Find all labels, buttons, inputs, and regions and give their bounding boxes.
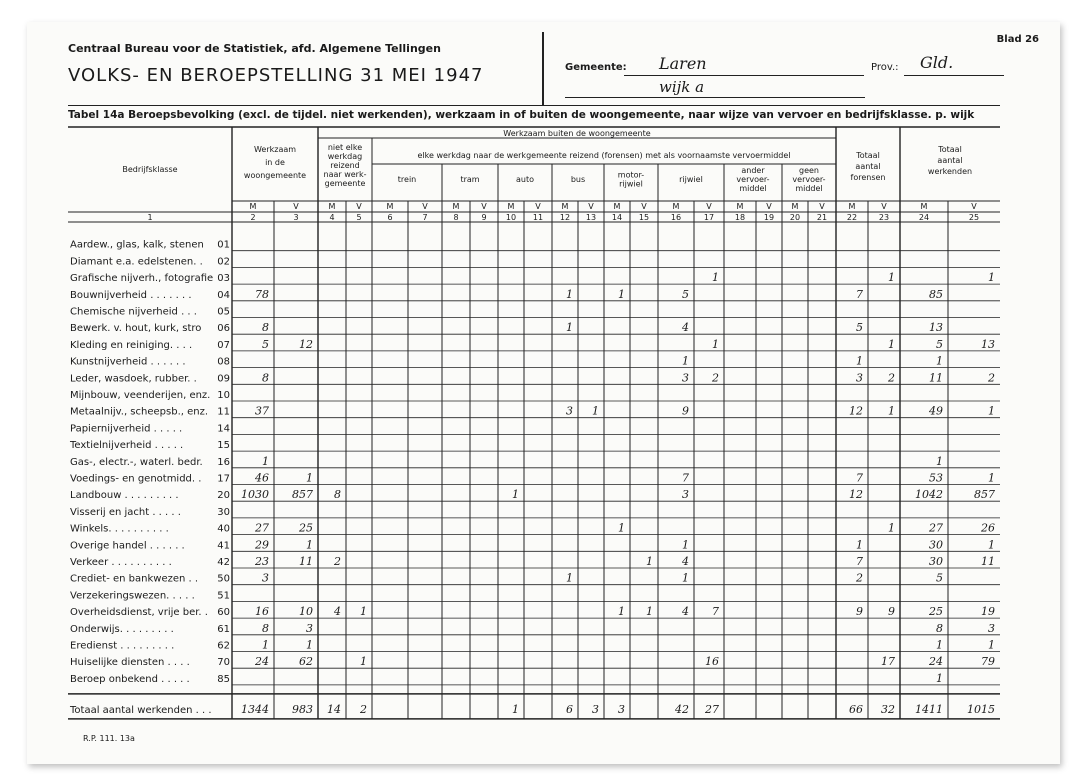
row-code: 17 bbox=[217, 473, 230, 485]
sex-label: V bbox=[819, 202, 825, 211]
sex-label: V bbox=[422, 202, 428, 211]
province-label: Prov.: bbox=[871, 62, 899, 73]
cell-value: 25 bbox=[929, 605, 943, 619]
cell-value: 30 bbox=[929, 555, 943, 568]
column-number: 3 bbox=[293, 213, 299, 222]
form-title: VOLKS- EN BEROEPSTELLING 31 MEI 1947 bbox=[68, 65, 484, 86]
column-number: 2 bbox=[250, 213, 256, 222]
row-label: Onderwijs. . . . . . . . . bbox=[70, 623, 174, 635]
row-code: 07 bbox=[217, 339, 230, 351]
sex-label: M bbox=[452, 202, 460, 211]
mode-header: vervoer- bbox=[736, 175, 770, 184]
cell-value: 7 bbox=[856, 471, 863, 485]
in-municipality-header: in de bbox=[265, 158, 285, 167]
cell-value: 5 bbox=[262, 337, 269, 351]
column-number: 6 bbox=[387, 213, 393, 222]
column-number: 8 bbox=[453, 213, 459, 222]
row-code: 10 bbox=[217, 390, 230, 401]
sex-label: V bbox=[971, 202, 977, 211]
mode-header: trein bbox=[397, 175, 417, 184]
column-number: 11 bbox=[532, 213, 544, 222]
cell-value: 30 bbox=[929, 538, 943, 552]
cell-value: 1 bbox=[888, 271, 895, 285]
not-daily-header: reizend bbox=[330, 161, 360, 170]
mode-header: rijwiel bbox=[679, 175, 703, 184]
cell-value: 12 bbox=[849, 404, 863, 418]
row-label: Bouwnijverheid . . . . . . . bbox=[70, 289, 192, 301]
cell-value: 1 bbox=[618, 287, 625, 301]
in-municipality-header: woongemeente bbox=[243, 171, 307, 180]
cell-value: 5 bbox=[682, 287, 689, 301]
sex-label: V bbox=[881, 202, 887, 211]
cell-value: 1 bbox=[936, 638, 943, 652]
total-value: 6 bbox=[566, 702, 573, 716]
cell-value: 8 bbox=[262, 621, 269, 635]
total-commuters-header: Totaal bbox=[856, 151, 880, 160]
cell-value: 1 bbox=[262, 454, 269, 468]
cell-value: 19 bbox=[981, 605, 995, 619]
table-caption: Tabel 14a Beroepsbevolking (excl. de tijdel. niet werkenden), werkzaam in of buiten de woongemeente, naar wijze van vervoer en bedrijfsklasse. p. wijk bbox=[68, 109, 975, 121]
row-code: 51 bbox=[217, 590, 230, 602]
cell-value: 1 bbox=[618, 605, 625, 619]
row-label: Diamant e.a. edelstenen. . bbox=[70, 256, 203, 268]
cell-value: 9 bbox=[888, 605, 895, 619]
row-code: 62 bbox=[217, 640, 230, 652]
cell-value: 3 bbox=[856, 371, 863, 385]
cell-value: 11 bbox=[929, 371, 943, 385]
cell-value: 1 bbox=[936, 354, 943, 368]
cell-value: 49 bbox=[929, 404, 943, 418]
total-label: Totaal aantal werkenden . . . bbox=[70, 704, 212, 716]
cell-value: 3 bbox=[262, 571, 269, 585]
cell-value: 1 bbox=[856, 538, 863, 552]
sex-label: M bbox=[613, 202, 621, 211]
sex-label: M bbox=[736, 202, 744, 211]
row-code: 15 bbox=[217, 440, 230, 452]
column-number: 4 bbox=[329, 213, 335, 222]
cell-value: 5 bbox=[936, 571, 943, 585]
column-number: 20 bbox=[789, 213, 801, 222]
cell-value: 1042 bbox=[915, 488, 943, 502]
row-label: Verzekeringswezen. . . . . bbox=[70, 590, 195, 602]
row-label: Verkeer . . . . . . . . . . bbox=[70, 557, 172, 568]
cell-value: 12 bbox=[849, 488, 863, 502]
cell-value: 1 bbox=[888, 521, 895, 535]
cell-value: 1 bbox=[566, 287, 573, 301]
cell-value: 1 bbox=[566, 571, 573, 585]
row-label: Mijnbouw, veenderijen, enz. bbox=[70, 390, 211, 401]
row-code: 30 bbox=[217, 506, 230, 518]
row-code: 14 bbox=[217, 423, 230, 435]
cell-value: 85 bbox=[929, 287, 943, 301]
sex-label: V bbox=[535, 202, 541, 211]
total-workers-header: Totaal bbox=[938, 145, 962, 154]
column-number: 15 bbox=[638, 213, 650, 222]
column-number: 7 bbox=[422, 213, 428, 222]
cell-value: 1 bbox=[306, 471, 313, 485]
row-label: Grafische nijverh., fotografie bbox=[70, 273, 214, 285]
cell-value: 1 bbox=[712, 337, 719, 351]
cell-value: 3 bbox=[682, 488, 689, 502]
organization-name: Centraal Bureau voor de Statistiek, afd. Algemene Tellingen bbox=[68, 42, 441, 55]
cell-value: 78 bbox=[255, 287, 269, 301]
sex-label: M bbox=[920, 202, 928, 211]
cell-value: 27 bbox=[929, 521, 943, 535]
cell-value: 1 bbox=[988, 471, 995, 485]
total-value: 27 bbox=[705, 702, 719, 716]
cell-value: 1 bbox=[306, 538, 313, 552]
sex-label: V bbox=[641, 202, 647, 211]
cell-value: 2 bbox=[712, 371, 719, 385]
row-label: Papiernijverheid . . . . . bbox=[70, 423, 183, 435]
cell-value: 1 bbox=[888, 337, 895, 351]
total-value: 2 bbox=[360, 702, 367, 716]
cell-value: 1 bbox=[936, 671, 943, 685]
mode-header: bus bbox=[570, 175, 586, 184]
row-label: Leder, wasdoek, rubber. . bbox=[70, 373, 197, 385]
total-workers-header: aantal bbox=[937, 156, 963, 165]
row-label: Chemische nijverheid . . . bbox=[70, 306, 197, 318]
mode-header: rijwiel bbox=[619, 179, 643, 189]
sex-label: V bbox=[293, 202, 299, 211]
municipality-label: Gemeente: bbox=[565, 62, 627, 73]
cell-value: 23 bbox=[255, 555, 269, 568]
row-label: Textielnijverheid . . . . . bbox=[70, 440, 184, 452]
cell-value: 1 bbox=[856, 354, 863, 368]
cell-value: 2 bbox=[888, 371, 895, 385]
cell-value: 16 bbox=[255, 605, 269, 619]
cell-value: 1 bbox=[682, 571, 689, 585]
cell-value: 1 bbox=[360, 605, 367, 619]
cell-value: 1 bbox=[592, 404, 599, 418]
cell-value: 1 bbox=[988, 638, 995, 652]
column-number: 14 bbox=[611, 213, 623, 222]
column-number: 17 bbox=[703, 213, 715, 222]
column-number: 9 bbox=[481, 213, 487, 222]
sex-label: M bbox=[507, 202, 515, 211]
total-value: 1015 bbox=[967, 702, 995, 716]
cell-value: 8 bbox=[262, 371, 269, 385]
cell-value: 46 bbox=[255, 471, 269, 485]
row-code: 16 bbox=[217, 456, 230, 468]
in-municipality-header: Werkzaam bbox=[253, 145, 297, 154]
cell-value: 1 bbox=[306, 638, 313, 652]
sex-label: V bbox=[481, 202, 487, 211]
cell-value: 1 bbox=[936, 454, 943, 468]
total-value: 14 bbox=[327, 702, 341, 716]
cell-value: 1 bbox=[360, 655, 367, 669]
total-value: 3 bbox=[592, 702, 599, 716]
row-code: 02 bbox=[217, 256, 230, 268]
cell-value: 11 bbox=[981, 555, 995, 568]
industry-header: Bedrijfsklasse bbox=[122, 165, 178, 174]
sex-label: V bbox=[706, 202, 712, 211]
cell-value: 1 bbox=[988, 271, 995, 285]
municipality-value: Laren bbox=[659, 54, 707, 73]
row-code: 85 bbox=[217, 673, 230, 685]
cell-value: 29 bbox=[255, 538, 269, 552]
cell-value: 7 bbox=[682, 471, 689, 485]
mode-header: geen bbox=[799, 166, 819, 175]
municipality-district: wijk a bbox=[659, 78, 705, 96]
cell-value: 79 bbox=[981, 655, 995, 669]
row-code: 04 bbox=[217, 289, 230, 301]
cell-value: 7 bbox=[712, 605, 719, 619]
cell-value: 26 bbox=[981, 521, 995, 535]
row-code: 20 bbox=[217, 490, 230, 502]
row-code: 70 bbox=[217, 657, 230, 669]
cell-value: 8 bbox=[334, 488, 341, 502]
sex-label: M bbox=[561, 202, 569, 211]
not-daily-header: naar werk- bbox=[323, 170, 367, 179]
row-code: 08 bbox=[217, 356, 230, 368]
cell-value: 1 bbox=[646, 605, 653, 619]
sex-label: M bbox=[386, 202, 394, 211]
row-label: Overheidsdienst, vrije ber. . bbox=[70, 607, 208, 619]
row-label: Crediet- en bankwezen . . bbox=[70, 573, 199, 585]
sex-label: M bbox=[249, 202, 257, 211]
cell-value: 62 bbox=[299, 655, 313, 669]
cell-value: 3 bbox=[306, 621, 313, 635]
not-daily-header: gemeente bbox=[324, 179, 366, 188]
column-number: 23 bbox=[878, 213, 890, 222]
mode-header: vervoer- bbox=[792, 175, 826, 184]
cell-value: 2 bbox=[334, 555, 341, 568]
total-workers-header: werkenden bbox=[927, 167, 973, 176]
cell-value: 24 bbox=[255, 655, 269, 669]
row-label: Winkels. . . . . . . . . . bbox=[70, 523, 169, 535]
cell-value: 857 bbox=[974, 488, 995, 502]
total-value: 3 bbox=[618, 702, 625, 716]
cell-value: 3 bbox=[682, 371, 689, 385]
row-code: 06 bbox=[217, 323, 230, 335]
total-value: 1411 bbox=[915, 702, 943, 716]
cell-value: 17 bbox=[881, 655, 895, 669]
cell-value: 1 bbox=[262, 638, 269, 652]
cell-value: 4 bbox=[334, 605, 341, 619]
mode-header: ander bbox=[741, 166, 765, 175]
mode-header: tram bbox=[460, 175, 480, 184]
column-number: 24 bbox=[918, 213, 930, 222]
cell-value: 1 bbox=[682, 538, 689, 552]
cell-value: 1 bbox=[618, 521, 625, 535]
cell-value: 53 bbox=[929, 471, 943, 485]
cell-value: 13 bbox=[981, 337, 995, 351]
not-daily-header: niet elke bbox=[327, 143, 363, 152]
cell-value: 4 bbox=[682, 321, 689, 335]
column-number: 18 bbox=[734, 213, 746, 222]
row-label: Voedings- en genotmidd. . bbox=[70, 473, 202, 485]
cell-value: 1 bbox=[988, 538, 995, 552]
row-code: 03 bbox=[217, 273, 230, 285]
row-code: 40 bbox=[217, 523, 230, 535]
total-commuters-header: forensen bbox=[850, 173, 886, 182]
cell-value: 2 bbox=[856, 571, 863, 585]
row-code: 61 bbox=[217, 623, 230, 635]
total-value: 1344 bbox=[241, 702, 269, 716]
sex-label: M bbox=[848, 202, 856, 211]
sex-label: V bbox=[588, 202, 594, 211]
cell-value: 8 bbox=[262, 321, 269, 335]
province-value: Gld. bbox=[920, 53, 954, 72]
cell-value: 9 bbox=[856, 605, 863, 619]
cell-value: 16 bbox=[705, 655, 719, 669]
cell-value: 4 bbox=[682, 605, 689, 619]
row-label: Aardew., glas, kalk, stenen bbox=[70, 239, 204, 251]
column-number: 19 bbox=[763, 213, 775, 222]
total-value: 1 bbox=[512, 702, 519, 716]
outside-municipality-header: Werkzaam buiten de woongemeente bbox=[503, 129, 651, 138]
cell-value: 5 bbox=[936, 337, 943, 351]
row-label: Beroep onbekend . . . . . bbox=[70, 673, 190, 685]
cell-value: 2 bbox=[988, 371, 995, 385]
row-label: Kunstnijverheid . . . . . . bbox=[70, 356, 186, 368]
form-code: R.P. 111. 13a bbox=[83, 734, 135, 743]
row-label: Eredienst . . . . . . . . . bbox=[70, 640, 175, 652]
not-daily-header: werkdag bbox=[327, 152, 363, 161]
total-commuters-header: aantal bbox=[855, 162, 881, 171]
row-label: Gas-, electr.-, waterl. bedr. bbox=[70, 456, 203, 468]
row-code: 42 bbox=[217, 557, 230, 568]
column-number: 22 bbox=[846, 213, 858, 222]
total-value: 42 bbox=[675, 702, 689, 716]
row-code: 05 bbox=[217, 306, 230, 318]
total-value: 983 bbox=[292, 702, 313, 716]
sex-label: V bbox=[356, 202, 362, 211]
commuters-header: elke werkdag naar de werkgemeente reizend (forensen) met als voornaamste vervoermiddel bbox=[417, 151, 791, 160]
row-code: 41 bbox=[217, 540, 230, 552]
mode-header: middel bbox=[795, 184, 823, 193]
row-label: Overige handel . . . . . . bbox=[70, 540, 185, 552]
row-code: 01 bbox=[217, 239, 230, 251]
row-label: Visserij en jacht . . . . . bbox=[70, 506, 181, 518]
cell-value: 1 bbox=[988, 404, 995, 418]
mode-header: motor- bbox=[617, 170, 645, 180]
total-value: 66 bbox=[849, 702, 863, 716]
cell-value: 9 bbox=[682, 404, 689, 418]
column-number: 21 bbox=[816, 213, 828, 222]
column-number: 12 bbox=[559, 213, 571, 222]
cell-value: 1 bbox=[682, 354, 689, 368]
row-label: Bewerk. v. hout, kurk, stro bbox=[70, 323, 202, 335]
sheet-number: Blad 26 bbox=[996, 34, 1039, 45]
mode-header: middel bbox=[739, 184, 767, 193]
mode-header: auto bbox=[515, 175, 535, 184]
sex-label: M bbox=[791, 202, 799, 211]
cell-value: 7 bbox=[856, 287, 863, 301]
row-label: Metaalnijv., scheepsb., enz. bbox=[70, 406, 209, 418]
column-number: 16 bbox=[670, 213, 682, 222]
cell-value: 24 bbox=[929, 655, 943, 669]
cell-value: 1 bbox=[712, 271, 719, 285]
row-label: Landbouw . . . . . . . . . bbox=[70, 490, 179, 502]
cell-value: 1 bbox=[566, 321, 573, 335]
column-number: 1 bbox=[147, 213, 153, 222]
cell-value: 1030 bbox=[241, 488, 269, 502]
cell-value: 13 bbox=[929, 321, 943, 335]
column-number: 10 bbox=[505, 213, 517, 222]
cell-value: 7 bbox=[856, 555, 863, 568]
row-code: 11 bbox=[217, 406, 230, 418]
cell-value: 12 bbox=[299, 337, 313, 351]
cell-value: 1 bbox=[888, 404, 895, 418]
cell-value: 8 bbox=[936, 621, 943, 635]
cell-value: 27 bbox=[255, 521, 269, 535]
cell-value: 5 bbox=[856, 321, 863, 335]
column-number: 5 bbox=[356, 213, 362, 222]
column-number: 25 bbox=[968, 213, 980, 222]
cell-value: 857 bbox=[292, 488, 313, 502]
column-number: 13 bbox=[585, 213, 597, 222]
cell-value: 4 bbox=[682, 555, 689, 568]
cell-value: 1 bbox=[646, 555, 653, 568]
cell-value: 3 bbox=[566, 404, 573, 418]
cell-value: 11 bbox=[299, 555, 313, 568]
sex-label: M bbox=[328, 202, 336, 211]
cell-value: 37 bbox=[255, 404, 269, 418]
cell-value: 10 bbox=[299, 605, 313, 619]
cell-value: 3 bbox=[988, 621, 995, 635]
row-label: Huiselijke diensten . . . . bbox=[70, 657, 190, 669]
total-value: 32 bbox=[881, 702, 895, 716]
row-code: 09 bbox=[217, 373, 230, 385]
sex-label: M bbox=[672, 202, 680, 211]
sex-label: V bbox=[766, 202, 772, 211]
row-label: Kleding en reiniging. . . . bbox=[70, 339, 193, 351]
cell-value: 1 bbox=[512, 488, 519, 502]
cell-value: 25 bbox=[299, 521, 313, 535]
row-code: 50 bbox=[217, 573, 230, 585]
row-code: 60 bbox=[217, 607, 230, 619]
